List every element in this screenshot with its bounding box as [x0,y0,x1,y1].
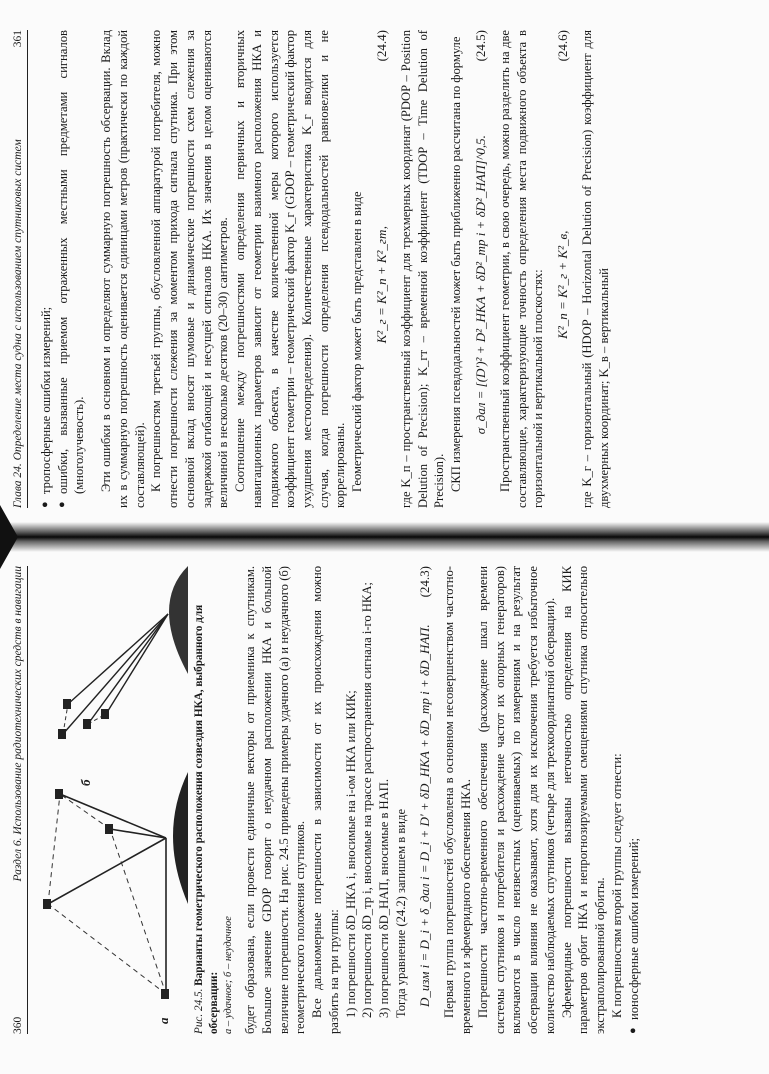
figure-label-b: б [78,779,93,786]
left-bullet-1 [626,566,643,1034]
satellite-geometry-diagram [38,566,188,1034]
right-paragraph-2: К погрешностям третьей группы, обусловленной аппаратурой потребителя, можно отнести погрешности слежения за моментом прихода сигнала спутника. При этом основной вклад вносят шумовые и динамические погрешности схем слежения за задержкой огибающей и несущей сигналов НКА. Их значения в целом оцениваются величиной в несколько десятков (20–30) сантиметров. [149,30,231,508]
left-paragraph-1: будет образована, если провести единичные векторы от приемника к спутникам. Большое значение GDOP говорит о неудачном расположении НКА и большой величине погрешности. На рис. 24.5 приведены примеры удачного (а) и неудачного (б) геометрического положения спутников. [243,566,308,1034]
figure-caption-number: Рис. 24.5. [193,988,205,1034]
left-paragraph-2: Все дальномерные погрешности в зависимости от их происхождения можно разбить на три группы: [310,566,341,1034]
figure-24-5 [38,566,188,1034]
earth-b [169,566,188,674]
right-page-number: 361 [12,30,24,48]
formula-24-6 [555,30,571,508]
right-paragraph-1: Эти ошибки в основном и определяют суммарную погрешность обсервации. Вклад их в суммарную погрешность оценивается единицами метров (практически по каждой составляющей). [99,30,147,508]
left-paragraph-4: Первая группа погрешностей обусловлена в основном несовершенством частотно-временного и эфемеридного обеспечения НКА. [442,566,474,1034]
right-bullet-1 [38,30,55,508]
right-page [0,0,769,530]
formula-24-5-number: (24.5) [472,30,488,62]
right-bullet-2-text: ошибки, вызванные приемом отраженных местными предметами сигналов (многолучевость). [55,30,87,494]
left-page [0,544,769,1074]
left-paragraph-6: Эфемеридные погрешности вызваны неточностью определения на КИК параметров орбит НКА и непрогнозируемыми смещениями спутника относительно экстраполированной орбиты. [559,566,608,1034]
right-bullet-1-text: тропосферные ошибки измерений; [39,306,53,494]
left-list-item-3: 3) погрешности δD_НАП, вносимые в НАП. [377,779,391,1018]
right-bullet-2 [55,30,88,508]
left-running-title: Раздел 6. Использование радиотехнических средств в навигации [12,566,24,882]
formula-24-4-body: K²_г = K²_п + K²_гт, [373,226,389,344]
formula-24-5 [473,30,489,508]
left-running-head [12,566,28,1034]
left-page-number: 360 [12,1016,24,1034]
formula-24-3-number: (24.3) [417,566,433,598]
formula-24-3-body: D_изм i = D_i + δ_дал i = D_i + D' + δD_НКА + δD_тр i + δD_НАП. [417,624,433,1008]
left-paragraph-5: Погрешности частотно-временного обеспечения (расхождение шкал времени системы спутников и потребителя и расхождение частот их опорных генераторов) включаются в число неизвестных (оцениваемых) по измерениям и на результат обсервации влияния не оказывают, хотя для их исключения требуется избыточное количество наблюдаемых спутников (четыре для трехкоординатной обсервации). [475,566,557,1034]
right-paragraph-7: Пространственный коэффициент геометрии, в свою очередь, можно разделить на две составляющие, характеризующие точность определения места подвижного объекта в горизонтальной и вертикальной плоскостях: [497,30,546,508]
bullet-icon: ● [39,501,51,508]
satellites-a [43,789,169,999]
earth-a [173,772,188,904]
bullet-icon: ● [55,501,68,508]
left-paragraph-7: К погрешностям второй группы следует отнести: [609,753,624,1018]
left-bullet-1-text: ионосферные ошибки измерений; [626,838,641,1020]
figure-caption-title: Варианты геометрического расположения созвездия НКА, выбранного для обсервации: [193,604,220,1034]
rays-b [63,614,168,734]
right-paragraph-4: Геометрический фактор может быть представлен в виде [350,191,365,492]
right-paragraph-6: СКП измерения псевдодальностей может быть приближенно рассчитана по формуле [449,36,464,492]
left-paragraph-3: Тогда уравнение (24.2) запишем в виде [393,808,408,1018]
bullet-icon: ● [626,1027,639,1034]
figure-label-a: а [156,1017,171,1024]
formula-24-6-number: (24.6) [555,30,571,62]
figure-caption [192,566,221,1034]
formula-24-4-number: (24.4) [373,30,389,62]
formula-24-5-body: σ_дал = [(D')² + D²_НКА + δD²_тр i + δD²_НАП]^0,5. [472,135,488,435]
formula-24-6-body: K²_п = K²_г + K²_в, [555,230,571,339]
left-list-item-2: 2) погрешности δD_тр i, вносимые на трассе распространения сигнала i-го НКА; [360,582,375,1018]
left-list-item-1: 1) погрешности δD_НКА i, вносимые на i-ом НКА или КИК; [343,690,358,1018]
formula-24-4 [374,30,390,508]
figure-caption-sub: а – удачное; б – неудачное [223,916,235,1034]
right-running-title: Глава 24. Определение места судна с использованием спутниковых систем [12,139,24,508]
formula-24-3 [417,566,433,1034]
right-running-head [12,30,28,508]
right-paragraph-5: где K_п – пространственный коэффициент для трехмерных координат (PDOP – Position Delution of Precision); K_гт – временной коэффициент (TDOP – Time Delution of Precision). [398,30,447,508]
right-paragraph-3: Соотношение между погрешностями определения первичных и вторичных навигационных параметров зависит от геометрии взаимного расположения НКА и подвижного объекта, в качестве количественной меры которого используется коэффициент геометрии – геометрический фактор K_г (GDOP – геометрический фактор ухудшения местоопределения). Количественные характеристика K_г вводится для случая, когда погрешности определения псевдодальностей равновелики и не коррелированы. [233,30,348,508]
right-paragraph-8: где K_г – горизонтальный (HDOP – Horizontal Delution of Precision) коэффициент для двухмерных координат; K_в – вертикальный [580,30,611,508]
